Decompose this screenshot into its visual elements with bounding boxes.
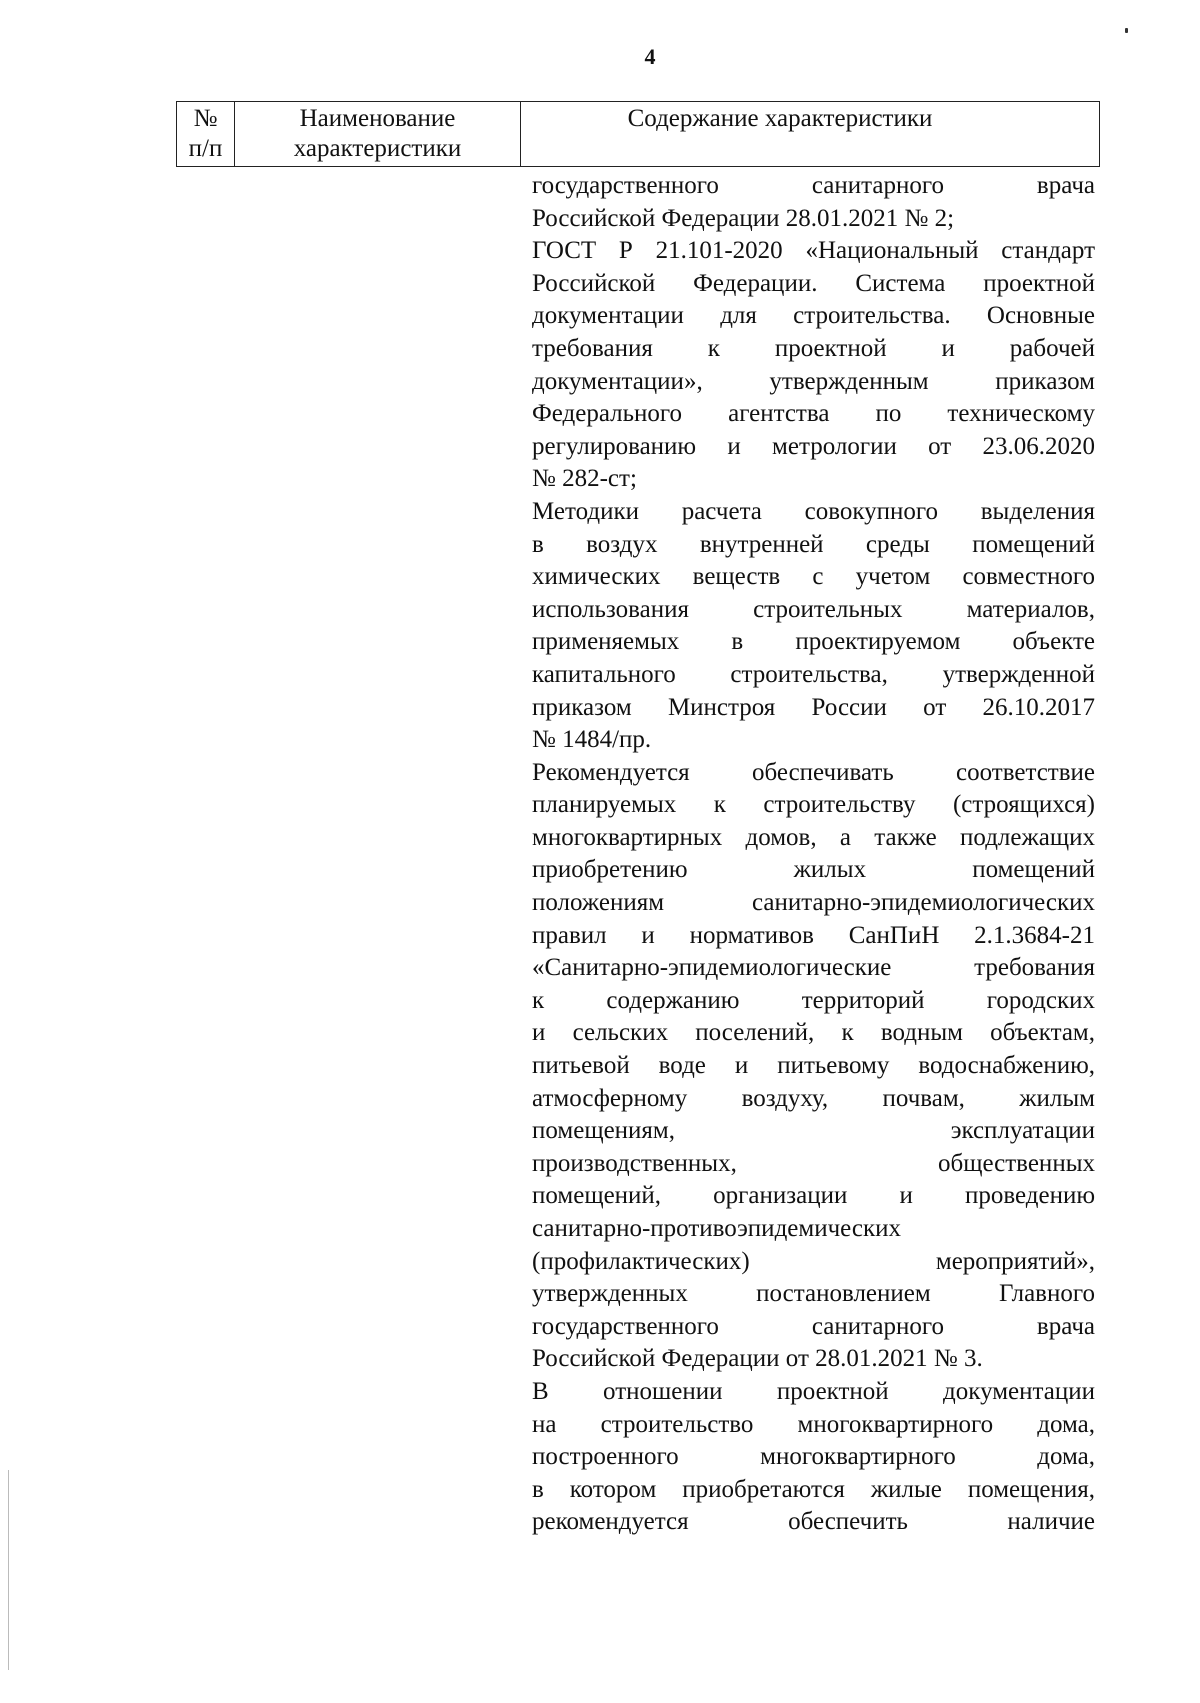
header-number-line-2: п/п bbox=[188, 135, 223, 162]
text-line: государственного санитарного врача bbox=[532, 1312, 1095, 1340]
text-line: В отношении проектной документации bbox=[532, 1377, 1095, 1405]
text-line: химических веществ с учетом совместного bbox=[532, 563, 1095, 591]
paragraph bbox=[532, 496, 1095, 757]
text-line: документации», утвержденным приказом bbox=[532, 367, 1095, 395]
scan-speck bbox=[1125, 28, 1128, 33]
header-number-line-1: № bbox=[193, 105, 218, 132]
text-line: № 1484/пр. bbox=[532, 726, 652, 754]
text-line: в воздух внутренней среды помещений bbox=[532, 530, 1095, 558]
text-line: приказом Минстроя России от 26.10.2017 bbox=[532, 693, 1095, 721]
text-line: рекомендуется обеспечить наличие bbox=[532, 1508, 1095, 1536]
header-name-line-1: Наименование bbox=[299, 105, 456, 132]
text-line: документации для строительства. Основные bbox=[532, 302, 1095, 330]
text-line: правил и нормативов СанПиН 2.1.3684-21 bbox=[532, 921, 1095, 949]
text-line: применяемых в проектируемом объекте bbox=[532, 628, 1095, 656]
text-line: положениям санитарно-эпидемиологических bbox=[532, 889, 1095, 917]
header-content-label: Содержание характеристики bbox=[627, 105, 933, 132]
text-line: Рекомендуется обеспечивать соответствие bbox=[532, 758, 1095, 786]
text-line: производственных, общественных bbox=[532, 1149, 1095, 1177]
text-line: на строительство многоквартирного дома, bbox=[532, 1410, 1095, 1438]
text-line: Российской Федерации 28.01.2021 № 2; bbox=[532, 204, 955, 232]
text-line: многоквартирных домов, а также подлежащих bbox=[532, 823, 1095, 851]
text-line: Методики расчета совокупного выделения bbox=[532, 497, 1095, 525]
header-name-line-2: характеристики bbox=[293, 135, 462, 162]
text-line: и сельских поселений, к водным объектам, bbox=[532, 1019, 1095, 1047]
table-header bbox=[176, 101, 1100, 167]
text-line: № 282-ст; bbox=[532, 465, 637, 493]
scan-edge-line bbox=[8, 1470, 9, 1670]
paragraph bbox=[532, 170, 1095, 235]
paragraph bbox=[532, 235, 1095, 496]
characteristic-content bbox=[532, 170, 1095, 1539]
header-cell-content bbox=[521, 102, 1099, 166]
page-number: 4 bbox=[644, 44, 656, 69]
text-line: (профилактических) мероприятий», bbox=[532, 1247, 1095, 1275]
paragraph bbox=[532, 1376, 1095, 1539]
text-line: Российской Федерации от 28.01.2021 № 3. bbox=[532, 1345, 983, 1373]
text-line: использования строительных материалов, bbox=[532, 595, 1095, 623]
text-line: помещениям, эксплуатации bbox=[532, 1117, 1095, 1145]
header-cell-name bbox=[235, 102, 521, 166]
text-line: Федерального агентства по техническому bbox=[532, 400, 1095, 428]
text-line: атмосферному воздуху, почвам, жилым bbox=[532, 1084, 1095, 1112]
text-line: построенного многоквартирного дома, bbox=[532, 1443, 1095, 1471]
text-line: «Санитарно-эпидемиологические требования bbox=[532, 954, 1095, 982]
text-line: Российской Федерации. Система проектной bbox=[532, 269, 1095, 297]
text-line: утвержденных постановлением Главного bbox=[532, 1280, 1095, 1308]
header-cell-number bbox=[177, 102, 235, 166]
text-line: ГОСТ Р 21.101-2020 «Национальный стандарт bbox=[532, 237, 1095, 265]
text-line: капитального строительства, утвержденной bbox=[532, 660, 1095, 688]
text-line: требования к проектной и рабочей bbox=[532, 334, 1095, 362]
text-line: в котором приобретаются жилые помещения, bbox=[532, 1475, 1095, 1503]
text-line: питьевой воде и питьевому водоснабжению, bbox=[532, 1052, 1095, 1080]
text-line: государственного санитарного врача bbox=[532, 172, 1095, 199]
text-line: помещений, организации и проведению bbox=[532, 1182, 1095, 1210]
text-line: санитарно-противоэпидемических bbox=[532, 1215, 901, 1242]
text-line: к содержанию территорий городских bbox=[532, 986, 1095, 1014]
text-line: приобретению жилых помещений bbox=[532, 856, 1095, 884]
text-line: регулированию и метрологии от 23.06.2020 bbox=[532, 432, 1095, 460]
text-line: планируемых к строительству (строящихся) bbox=[532, 791, 1095, 819]
paragraph bbox=[532, 757, 1095, 1376]
